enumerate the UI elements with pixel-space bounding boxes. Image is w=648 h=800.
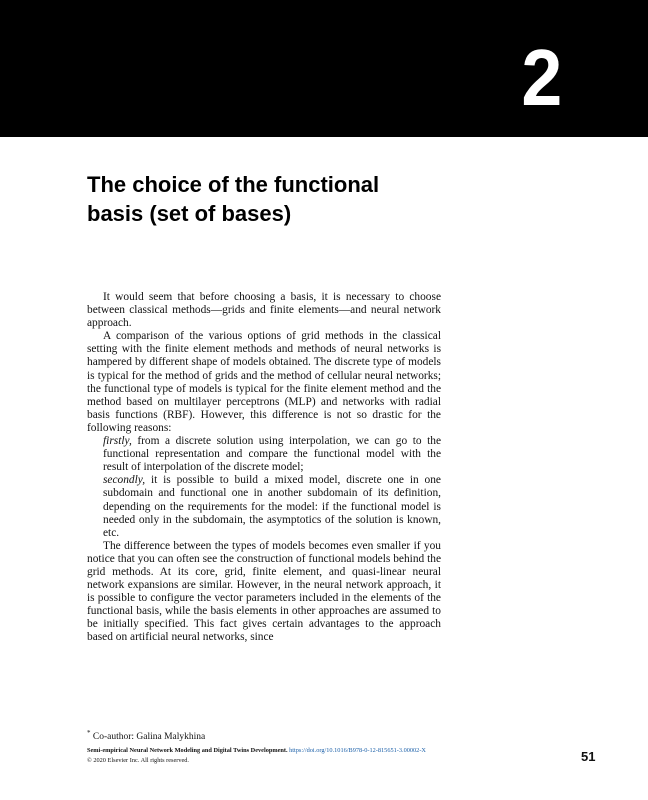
page-number: 51 xyxy=(581,749,596,764)
chapter-banner xyxy=(0,0,648,137)
doi-link[interactable]: https://doi.org/10.1016/B978-0-12-815651-3.00002-X xyxy=(289,747,426,754)
footnote-text: Co-author: Galina Malykhina xyxy=(92,732,206,743)
footer-citation xyxy=(87,746,537,756)
reason-firstly xyxy=(87,435,441,474)
chapter-title-line-1: The choice of the functional xyxy=(87,172,380,197)
reason-firstly-lead: firstly, xyxy=(103,435,132,448)
footnote-marker: * xyxy=(87,729,91,737)
chapter-title xyxy=(87,170,467,228)
reason-secondly-lead: secondly, xyxy=(103,474,146,487)
chapter-number: 2 xyxy=(520,33,560,122)
paragraph-1: It would seem that before choosing a basis, it is necessary to choose between classical methods—grids and finite elements—and neural network approach. xyxy=(87,291,441,330)
reason-secondly-text: it is possible to build a mixed model, discrete one in one subdomain and functional one in another subdomain of its definition, depending on the requirements for the model: if the functional model is needed only in the subdomain, the asymptotics of the solution is known, etc. xyxy=(103,474,441,539)
footnote xyxy=(87,727,205,743)
reason-secondly xyxy=(87,474,441,539)
book-title: Semi-empirical Neural Network Modeling and Digital Twins Development. xyxy=(87,747,288,754)
copyright: © 2020 Elsevier Inc. All rights reserved. xyxy=(87,757,190,764)
paragraph-3: The difference between the types of models becomes even smaller if you notice that you can often see the construction of functional models behind the grid methods. At its core, grid, finite element, and quasi-linear neural network expansions are similar. However, in the neural network approach, it is possible to configure the vector parameters included in the elements of the functional basis, while the basis elements in other approaches are assumed to be initially specified. This fact gives certain advantages to the approach based on artificial neural networks, since xyxy=(87,539,441,644)
chapter-title-line-2: basis (set of bases) xyxy=(87,201,292,226)
paragraph-2: A comparison of the various options of grid methods in the classical setting with the finite element methods and methods of neural networks is hampered by different shape of models obtained. The discrete type of models is typical for the method of grids and the method of cellular neural networks; the functional type of models is typical for the finite element method and the method based on multilayer perceptrons (MLP) and networks with radial basis functions (RBF). However, this difference is not so drastic for the following reasons: xyxy=(87,330,441,434)
body-text xyxy=(87,291,441,645)
footer xyxy=(87,746,537,766)
reason-firstly-text: from a discrete solution using interpolation, we can go to the functional representation and compare the functional model with the result of interpolation of the discrete model; xyxy=(103,435,441,474)
